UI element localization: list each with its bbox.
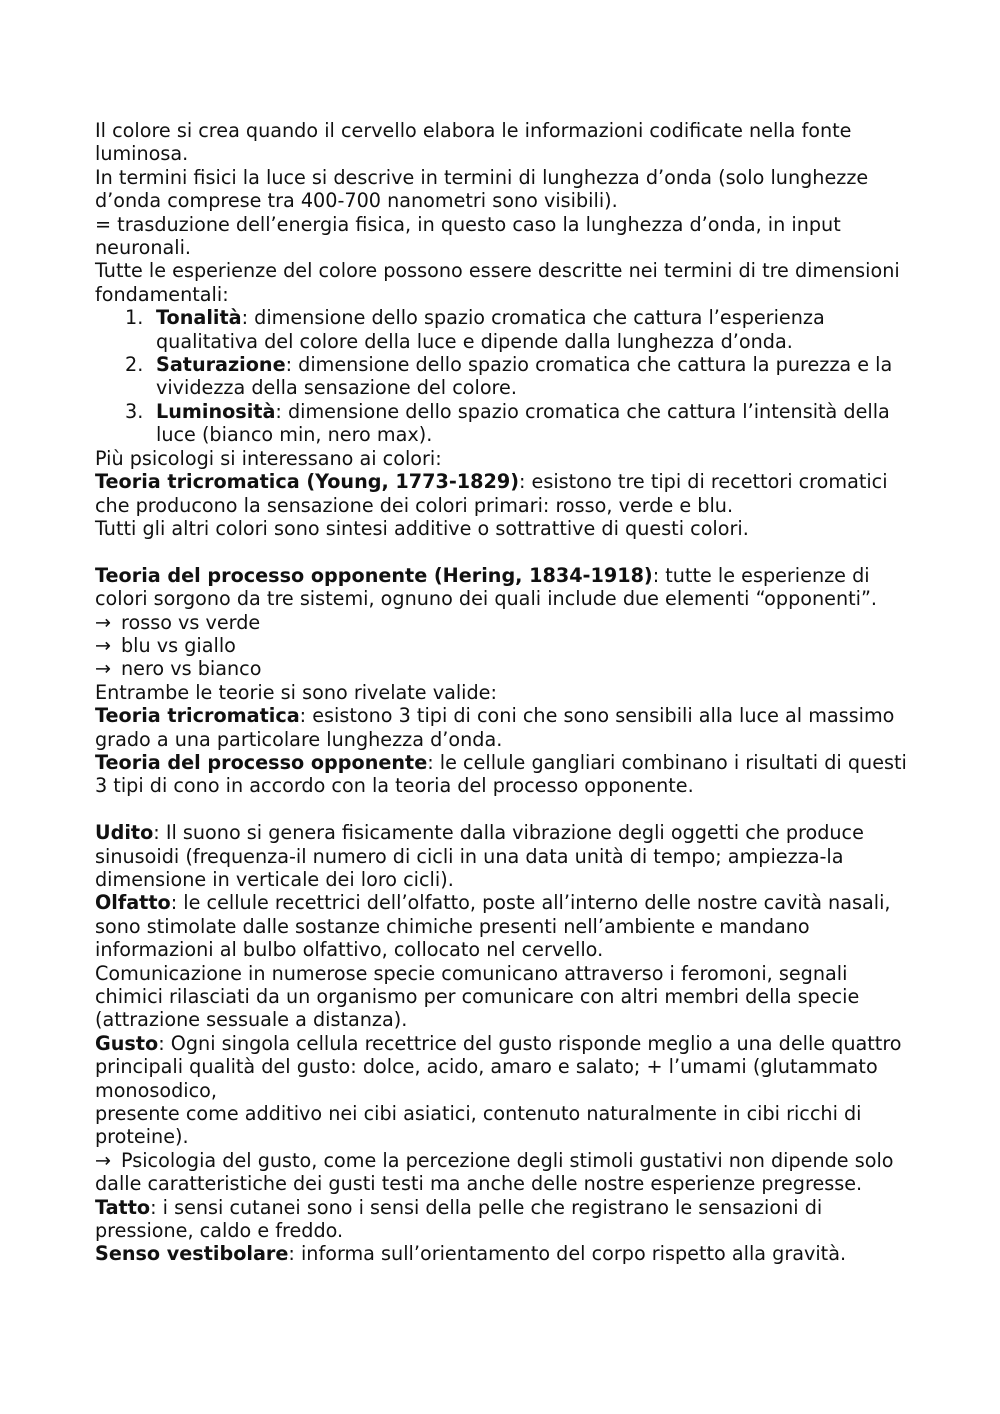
list-number: 3. [125,399,144,423]
paragraph: Più psicologi si interessano ai colori: [95,446,442,470]
definition: : le cellule recettrici dell’olfatto, poste all’interno delle nostre cavità nasali, sono stimolate dalle sostanze chimiche presenti nell’ambiente e mandano informazioni al bulbo olfattivo, collocato nel cervello. [95,891,891,962]
term: Senso vestibolare [95,1242,289,1266]
list-item [95,353,915,400]
definition: : Il suono si genera fisicamente dalla vibrazione degli oggetti che produce sinusoidi (frequenza-il numero di cicli in una data unità di tempo; ampiezza-la dimensione in verticale dei loro cicli). [95,821,864,891]
paragraph: Comunicazione in numerose specie comunicano attraverso i feromoni, segnali chimici rilasciati da un organismo per comunicare con altri membri della specie (attrazione sessuale a distanza). [95,961,860,1032]
definition: : dimensione dello spazio cromatica che cattura l’esperienza qualitativa del colore della luce e dipende dalla lunghezza d’onda. [156,306,825,353]
definition: : i sensi cutanei sono i sensi della pelle che registrano le sensazioni di pressione, caldo e freddo. [95,1195,823,1243]
term: Saturazione [156,353,286,377]
definition: : dimensione dello spazio cromatica che cattura la purezza e la vividezza della sensazione del colore. [156,353,893,400]
document-page [95,119,915,1266]
list-item: → nero vs bianco [95,657,262,681]
paragraph [95,751,915,798]
term: Teoria del processo opponente [95,750,428,774]
definition: : tutte le esperienze di colori sorgono da tre sistemi, ognuno dei quali include due elementi “opponenti”. [95,563,878,611]
term: Udito [95,821,154,845]
paragraph: In termini fisici la luce si descrive in termini di lunghezza d’onda (solo lunghezze d’onda comprese tra 400-700 nanometri sono visibili). [95,165,869,213]
blank-line [95,798,915,821]
paragraph: presente come additivo nei cibi asiatici, contenuto naturalmente in cibi ricchi di proteine). [95,1102,862,1149]
arrow-right-icon: → [95,1148,112,1172]
list-item: → rosso vs verde [95,610,261,634]
definition: : esistono tre tipi di recettori cromatici che producono la sensazione dei colori primari: rosso, verde e blu. [95,470,888,517]
paragraph: Tutti gli altri colori sono sintesi additive o sottrattive di questi colori. [95,516,749,540]
paragraph: Entrambe le teorie si sono rivelate valide: [95,680,497,704]
dimensions-list [95,306,915,446]
term: Luminosità [156,399,276,423]
term: Tatto [95,1195,151,1219]
definition: : dimensione dello spazio cromatica che cattura l’intensità della luce (bianco min, nero max). [156,399,890,447]
arrow-right-icon: → [95,610,112,634]
term: Teoria tricromatica [95,704,300,728]
paragraph [95,821,915,891]
arrow-right-icon: → [95,633,112,657]
term: Tonalità [156,306,242,330]
definition: : informa sull’orientamento del corpo rispetto alla gravità. [288,1242,847,1266]
paragraph [95,1032,915,1102]
paragraph: Tutte le esperienze del colore possono essere descritte nei termini di tre dimensioni fondamentali: [95,259,900,306]
list-item: → blu vs giallo [95,633,236,657]
arrow-right-icon: → [95,657,112,681]
paragraph: = trasduzione dell’energia fisica, in questo caso la lunghezza d’onda, in input neuronali. [95,212,841,260]
list-item [95,400,915,447]
paragraph [95,1242,915,1265]
list-number: 1. [125,306,144,330]
term: Olfatto [95,891,171,915]
paragraph [95,564,915,611]
definition: : le cellule gangliari combinano i risultati di questi 3 tipi di cono in accordo con la teoria del processo opponente. [95,750,907,798]
paragraph: → Psicologia del gusto, come la percezione degli stimoli gustativi non dipende solo dalle caratteristiche dei gusti testi ma anche delle nostre esperienze pregresse. [95,1148,894,1196]
paragraph [95,704,915,751]
paragraph: Il colore si crea quando il cervello elabora le informazioni codificate nella fonte luminosa. [95,119,852,166]
term: Teoria del processo opponente (Hering, 1834-1918) [95,563,653,587]
list-number: 2. [125,353,144,377]
paragraph [95,1196,915,1243]
definition: : esistono 3 tipi di coni che sono sensibili alla luce al massimo grado a una particolare lunghezza d’onda. [95,704,895,751]
blank-line [95,540,915,563]
list-item [95,306,915,353]
paragraph [95,891,915,961]
term: Gusto [95,1031,159,1055]
term: Teoria tricromatica (Young, 1773-1829) [95,470,519,494]
definition: : Ogni singola cellula recettrice del gusto risponde meglio a una delle quattro principali qualità del gusto: dolce, acido, amaro e salato; + l’umami (glutammato monosodico, [95,1031,902,1102]
paragraph [95,470,915,517]
